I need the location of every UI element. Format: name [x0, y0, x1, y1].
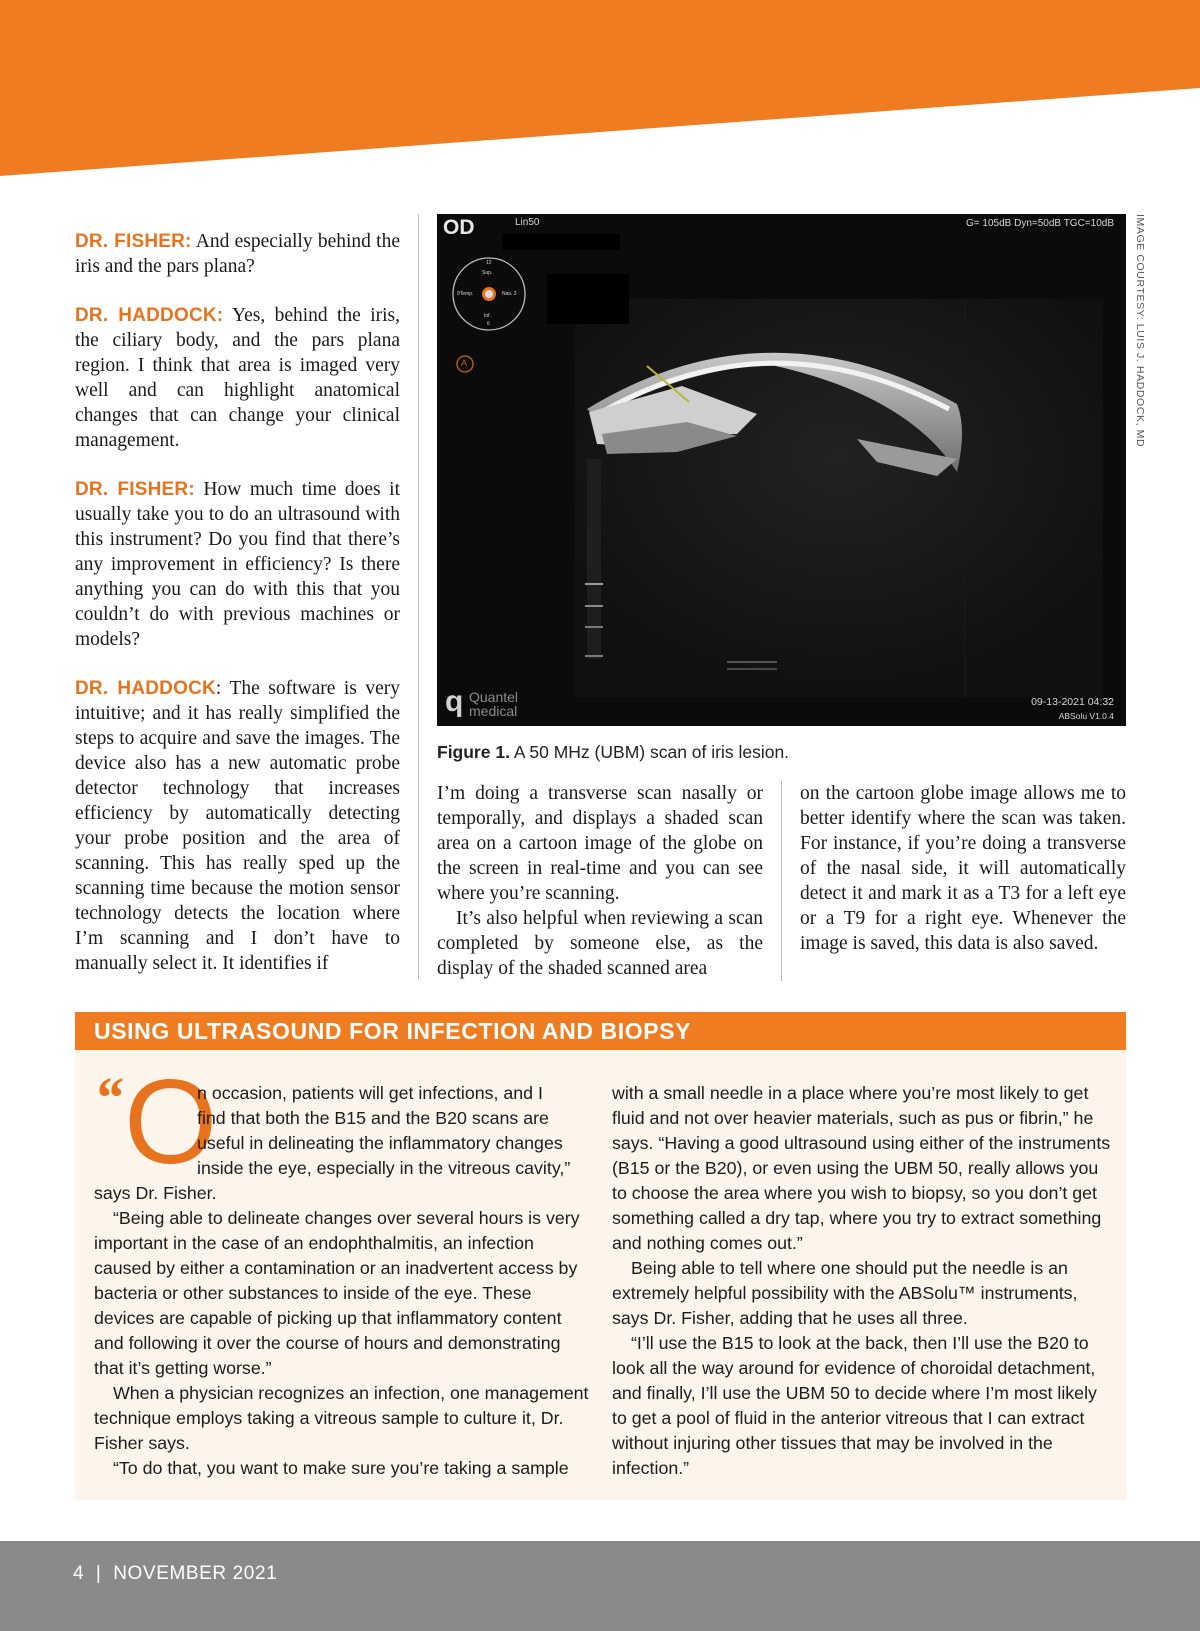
globe-inf: Inf.: [484, 313, 491, 319]
logo-line1: Quantel: [469, 689, 519, 705]
globe-clock-top: 12: [486, 260, 492, 266]
speaker-label: DR. HADDOCK: [75, 678, 216, 699]
column-divider: [781, 781, 782, 981]
page-footer: [0, 1541, 1200, 1631]
sidebar-paragraph: “Being able to delineate changes over several hours is very important in the case of an endophthalmitis, an infection caused by either a contamination or an inadvertent access by bacteria or other substances to inside of the eye. These devices are capable of picking up that inflammatory content and following it over the course of hours and demonstrating that it’s getting worse.”: [94, 1208, 580, 1378]
interview-paragraph: on the cartoon globe image allows me to better identify where the scan was taken. For instance, if you’re doing a transverse of the nasal side, it will automatically detect it and mark it as a T3 for a left eye or a T9 for a right eye. Whenever the image is saved, this data is also saved.: [800, 783, 1126, 954]
drop-cap-letter: O: [124, 1055, 218, 1189]
interview-paragraph: [75, 676, 400, 976]
globe-clock-bottom: 6: [487, 321, 490, 327]
probe-label: Lin50: [515, 217, 540, 228]
image-credit-text: IMAGE COURTESY: LUIS J. HADDOCK, MD: [1134, 214, 1146, 448]
sidebar-paragraph: with a small needle in a place where you’re most likely to get fluid and not over heavier materials, such as pus or fibrin,” he says. “Having a good ultrasound using either of the instruments (B15 or the B20), or even using the UBM 50, really allows you to choose the area where you wish to biopsy, so you don’t get something called a dry tap, where you try to extract something and nothing comes out.”: [612, 1083, 1111, 1253]
header-banner: [0, 0, 1200, 180]
footer-page-info: 4 | NOVEMBER 2021: [73, 1563, 278, 1584]
paragraph-text: Yes, behind the iris, the ciliary body, and the pars plana region. I think that area is imaged very well and can highlight anatomical changes that can change your clinical management.: [75, 305, 400, 451]
interview-middle-column: [437, 781, 763, 981]
drop-cap: [94, 1055, 218, 1189]
lead-line: find that both the B15 and the B20 scans are: [197, 1108, 549, 1128]
interview-paragraph: It’s also helpful when reviewing a scan completed by someone else, as the display of the shaded scanned area: [437, 908, 763, 979]
lead-line: n occasion, patients will get infections, and I: [197, 1083, 543, 1103]
speaker-label: DR. FISHER:: [75, 231, 192, 252]
interview-left-column: [75, 229, 400, 1000]
image-credit: [1126, 214, 1154, 448]
sidebar-heading-bar: [75, 1012, 1126, 1050]
speaker-label: DR. HADDOCK:: [75, 305, 224, 326]
opening-quote-mark: “: [94, 1065, 123, 1130]
lead-line: inside the eye, especially in the vitreous cavity,”: [197, 1158, 571, 1178]
interview-right-column: [800, 781, 1126, 956]
eye-label: OD: [443, 216, 475, 239]
column-divider: [418, 214, 419, 979]
sidebar-paragraph: says Dr. Fisher.: [94, 1183, 217, 1203]
sidebar-paragraph: Being able to tell where one should put the needle is an extremely helpful possibility with the ABSolu™ instruments, says Dr. Fisher, adding that he uses all three.: [612, 1258, 1078, 1328]
ubm-scan-graphic: [437, 214, 1126, 726]
scan-datetime: 09-13-2021 04:32: [1031, 696, 1114, 708]
ultrasound-image: [437, 214, 1126, 726]
interview-paragraph: [75, 229, 400, 279]
scan-marker: A: [461, 358, 468, 368]
sidebar-left-column: [94, 1181, 592, 1481]
sidebar-paragraph: “To do that, you want to make sure you’re taking a sample: [113, 1458, 569, 1478]
interview-paragraph: [75, 303, 400, 453]
interview-paragraph: [75, 477, 400, 652]
interview-paragraph: I’m doing a transverse scan nasally or temporally, and displays a shaded scan area on a cartoon image of the globe on the screen in real-time and you can see where you’re scanning.: [437, 783, 763, 904]
globe-sup: Sup.: [482, 270, 493, 276]
paragraph-text: : The software is very intuitive; and it has really simplified the steps to acquire and save the images. The device also has a new automatic probe detector technology that increases efficiency by automatically detecting your probe position and the area of scanning. This has really sped up the scanning time because the motion sensor technology detects the location where I’m scanning and I don’t have to manually select it. It identifies if: [75, 678, 400, 974]
sidebar-paragraph: “I’ll use the B15 to look at the back, then I’ll use the B20 to look all the way around for evidence of choroidal detachment, and finally, I’ll use the UBM 50 to decide where I’m most likely to get a pool of fluid in the anterior vitreous that I can extract without injuring other tissues that may be involved in the infection.”: [612, 1333, 1097, 1478]
caption-label: Figure 1.: [437, 742, 510, 762]
logo-mark: q: [445, 685, 464, 718]
speaker-label: DR. FISHER:: [75, 479, 195, 500]
globe-temp-label: Temp.: [459, 291, 474, 297]
sidebar-paragraph: When a physician recognizes an infection, one management technique employs taking a vitreous sample to culture it, Dr. Fisher says.: [94, 1383, 589, 1453]
lead-line: useful in delineating the inflammatory changes: [197, 1133, 563, 1153]
gain-settings: G= 105dB Dyn=50dB TGC=10dB: [966, 218, 1114, 229]
globe-temp-num: 9: [457, 291, 460, 297]
paragraph-text: How much time does it usually take you to do an ultrasound with this instrument? Do you find that there’s any improvement in efficiency? Is there anything you can do with this that you couldn’t do with previous machines or models?: [75, 479, 400, 650]
caption-text: A 50 MHz (UBM) scan of iris lesion.: [509, 742, 790, 762]
figure-caption: [437, 742, 789, 763]
software-version: ABSolu V1.0.4: [1058, 711, 1114, 721]
logo-line2: medical: [469, 703, 518, 719]
paragraph-text: And especially behind the iris and the pars plana?: [75, 231, 400, 277]
sidebar-heading: USING ULTRASOUND FOR INFECTION AND BIOPSY: [94, 1018, 692, 1044]
globe-temp: [457, 291, 473, 297]
sidebar-right-column: [612, 1081, 1112, 1481]
quantel-logo: [445, 685, 545, 723]
sidebar-lead-lines: [197, 1081, 597, 1181]
globe-nas: Nas. 3: [502, 291, 517, 297]
